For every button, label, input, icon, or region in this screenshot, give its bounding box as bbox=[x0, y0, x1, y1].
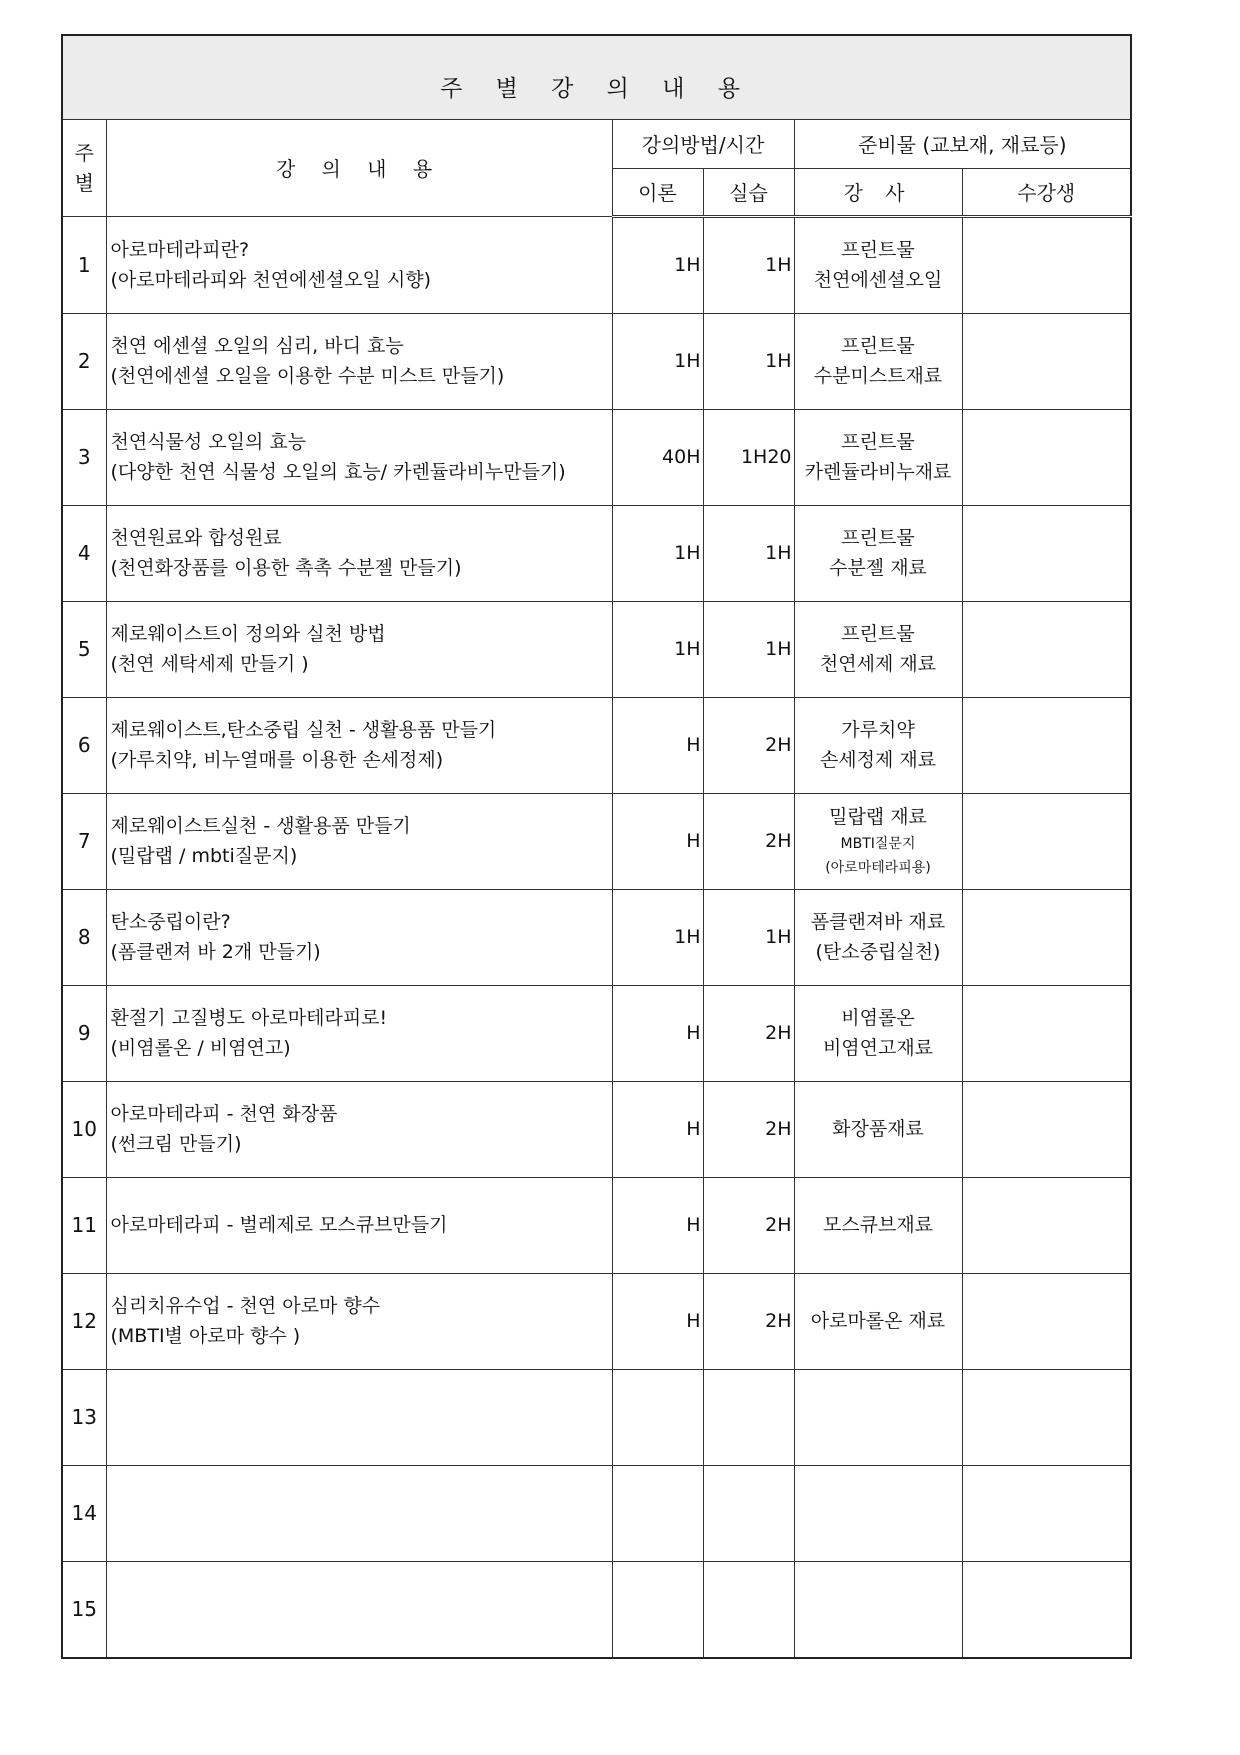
student-materials bbox=[962, 1561, 1131, 1658]
theory-hours bbox=[612, 1561, 703, 1658]
lecture-topic: 천연식물성 오일의 효능 bbox=[110, 431, 307, 453]
instructor-material-2: MBTI질문지 bbox=[840, 836, 916, 852]
student-materials bbox=[962, 793, 1131, 889]
practice-hours: 2H bbox=[703, 985, 794, 1081]
table-row bbox=[62, 313, 1131, 409]
header-week-line1: 주 bbox=[74, 140, 94, 165]
instructor-material-1: 비염롤온 bbox=[841, 1007, 915, 1029]
week-number: 14 bbox=[62, 1465, 106, 1561]
student-materials bbox=[962, 409, 1131, 505]
week-number: 9 bbox=[62, 985, 106, 1081]
instructor-material-1: 가루치약 bbox=[841, 719, 915, 741]
lecture-activity: (비염롤온 / 비염연고) bbox=[110, 1037, 291, 1059]
lecture-content bbox=[106, 313, 612, 409]
instructor-material-1: 프린트물 bbox=[841, 431, 915, 453]
practice-hours: 1H bbox=[703, 313, 794, 409]
lecture-activity: (천연 세탁세제 만들기 ) bbox=[110, 653, 309, 675]
lecture-topic: 천연원료와 합성원료 bbox=[110, 527, 282, 549]
instructor-material-1: 밀랍랩 재료 bbox=[829, 806, 927, 828]
instructor-material-2: 카렌듈라비누재료 bbox=[804, 461, 952, 483]
table-row bbox=[62, 1465, 1131, 1561]
week-number: 13 bbox=[62, 1369, 106, 1465]
student-materials bbox=[962, 601, 1131, 697]
theory-hours: H bbox=[612, 1273, 703, 1369]
instructor-materials bbox=[794, 1369, 962, 1465]
week-number: 8 bbox=[62, 889, 106, 985]
lecture-content bbox=[106, 216, 612, 313]
week-number: 1 bbox=[62, 216, 106, 313]
weekly-syllabus-table bbox=[61, 34, 1132, 1659]
title-row bbox=[62, 35, 1131, 119]
instructor-material-1: 프린트물 bbox=[841, 239, 915, 261]
table-row bbox=[62, 1177, 1131, 1273]
header-instructor: 강 사 bbox=[794, 168, 962, 216]
table-row bbox=[62, 1273, 1131, 1369]
table-row bbox=[62, 1369, 1131, 1465]
table-row bbox=[62, 889, 1131, 985]
instructor-material-1: 화장품재료 bbox=[832, 1118, 924, 1140]
lecture-content bbox=[106, 1081, 612, 1177]
instructor-materials bbox=[794, 601, 962, 697]
theory-hours: 1H bbox=[612, 889, 703, 985]
lecture-content bbox=[106, 1369, 612, 1465]
week-number: 6 bbox=[62, 697, 106, 793]
lecture-topic: 아로마테라피 - 벌레제로 모스큐브만들기 bbox=[110, 1214, 448, 1236]
instructor-materials bbox=[794, 985, 962, 1081]
practice-hours: 2H bbox=[703, 793, 794, 889]
student-materials bbox=[962, 697, 1131, 793]
table-row bbox=[62, 216, 1131, 313]
lecture-activity: (썬크림 만들기) bbox=[110, 1133, 242, 1155]
student-materials bbox=[962, 505, 1131, 601]
instructor-materials bbox=[794, 216, 962, 313]
practice-hours bbox=[703, 1369, 794, 1465]
table-row bbox=[62, 505, 1131, 601]
instructor-materials bbox=[794, 1177, 962, 1273]
lecture-topic: 제로웨이스트실천 - 생활용품 만들기 bbox=[110, 815, 411, 837]
table-row bbox=[62, 985, 1131, 1081]
theory-hours: 40H bbox=[612, 409, 703, 505]
lecture-content bbox=[106, 505, 612, 601]
instructor-materials bbox=[794, 1561, 962, 1658]
weekly-syllabus-sheet bbox=[61, 34, 1130, 1659]
table-title: 주 별 강 의 내 용 bbox=[62, 35, 1131, 119]
practice-hours: 2H bbox=[703, 1273, 794, 1369]
table-row bbox=[62, 793, 1131, 889]
lecture-content bbox=[106, 1273, 612, 1369]
week-number: 4 bbox=[62, 505, 106, 601]
lecture-activity: (폼클랜져 바 2개 만들기) bbox=[110, 941, 321, 963]
instructor-materials bbox=[794, 409, 962, 505]
instructor-materials bbox=[794, 889, 962, 985]
instructor-material-2: 수분미스트재료 bbox=[813, 365, 943, 387]
lecture-topic: 제로웨이스트이 정의와 실천 방법 bbox=[110, 623, 386, 645]
instructor-materials bbox=[794, 1273, 962, 1369]
practice-hours: 1H bbox=[703, 505, 794, 601]
header-materials: 준비물 (교보재, 재료등) bbox=[794, 119, 1131, 168]
lecture-topic: 아로마테라피란? bbox=[110, 238, 250, 261]
instructor-materials bbox=[794, 697, 962, 793]
week-number: 11 bbox=[62, 1177, 106, 1273]
lecture-activity: (다양한 천연 식물성 오일의 효능/ 카렌듈라비누만들기) bbox=[110, 461, 566, 483]
week-number: 5 bbox=[62, 601, 106, 697]
theory-hours bbox=[612, 1369, 703, 1465]
instructor-materials bbox=[794, 1081, 962, 1177]
lecture-content bbox=[106, 985, 612, 1081]
theory-hours: H bbox=[612, 697, 703, 793]
student-materials bbox=[962, 1081, 1131, 1177]
practice-hours bbox=[703, 1561, 794, 1658]
instructor-material-2: 천연세제 재료 bbox=[819, 653, 937, 675]
lecture-content bbox=[106, 409, 612, 505]
lecture-content bbox=[106, 889, 612, 985]
header-practice: 실습 bbox=[703, 168, 794, 216]
theory-hours: 1H bbox=[612, 505, 703, 601]
theory-hours: H bbox=[612, 985, 703, 1081]
lecture-content bbox=[106, 697, 612, 793]
instructor-materials bbox=[794, 1465, 962, 1561]
practice-hours: 1H bbox=[703, 601, 794, 697]
table-row bbox=[62, 601, 1131, 697]
header-week-line2: 별 bbox=[74, 170, 94, 195]
table-row bbox=[62, 409, 1131, 505]
practice-hours: 2H bbox=[703, 697, 794, 793]
week-number: 15 bbox=[62, 1561, 106, 1658]
student-materials bbox=[962, 1273, 1131, 1369]
instructor-material-1: 아로마롤온 재료 bbox=[810, 1310, 946, 1332]
header-content: 강 의 내 용 bbox=[106, 119, 612, 216]
lecture-topic: 환절기 고질병도 아로마테라피로! bbox=[110, 1007, 388, 1029]
lecture-activity: (MBTI별 아로마 향수 ) bbox=[110, 1325, 301, 1347]
practice-hours: 1H bbox=[703, 216, 794, 313]
theory-hours: H bbox=[612, 1081, 703, 1177]
lecture-content bbox=[106, 601, 612, 697]
lecture-activity: (천연에센셜 오일을 이용한 수분 미스트 만들기) bbox=[110, 365, 505, 387]
practice-hours bbox=[703, 1465, 794, 1561]
student-materials bbox=[962, 1465, 1131, 1561]
theory-hours bbox=[612, 1465, 703, 1561]
theory-hours: H bbox=[612, 1177, 703, 1273]
lecture-topic: 천연 에센셜 오일의 심리, 바디 효능 bbox=[110, 335, 404, 357]
week-number: 7 bbox=[62, 793, 106, 889]
instructor-material-1: 프린트물 bbox=[841, 527, 915, 549]
instructor-material-2: 손세정제 재료 bbox=[819, 749, 937, 771]
lecture-activity: (천연화장품를 이용한 촉촉 수분젤 만들기) bbox=[110, 557, 462, 579]
theory-hours: 1H bbox=[612, 601, 703, 697]
lecture-topic: 심리치유수업 - 천연 아로마 향수 bbox=[110, 1295, 381, 1317]
lecture-content bbox=[106, 793, 612, 889]
lecture-activity: (밀랍랩 / mbti질문지) bbox=[110, 845, 298, 867]
lecture-activity: (아로마테라피와 천연에센셜오일 시향) bbox=[110, 268, 432, 291]
instructor-materials bbox=[794, 505, 962, 601]
lecture-topic: 아로마테라피 - 천연 화장품 bbox=[110, 1103, 338, 1125]
practice-hours: 2H bbox=[703, 1177, 794, 1273]
instructor-material-1: 프린트물 bbox=[841, 623, 915, 645]
student-materials bbox=[962, 985, 1131, 1081]
practice-hours: 1H bbox=[703, 889, 794, 985]
instructor-materials bbox=[794, 313, 962, 409]
week-number: 3 bbox=[62, 409, 106, 505]
lecture-content bbox=[106, 1465, 612, 1561]
practice-hours: 2H bbox=[703, 1081, 794, 1177]
header-method: 강의방법/시간 bbox=[612, 119, 794, 168]
theory-hours: H bbox=[612, 793, 703, 889]
week-number: 2 bbox=[62, 313, 106, 409]
instructor-material-2: 비염연고재료 bbox=[822, 1037, 934, 1059]
student-materials bbox=[962, 1177, 1131, 1273]
lecture-topic: 제로웨이스트,탄소중립 실천 - 생활용품 만들기 bbox=[110, 719, 497, 741]
practice-hours: 1H20 bbox=[703, 409, 794, 505]
student-materials bbox=[962, 216, 1131, 313]
table-row bbox=[62, 1561, 1131, 1658]
instructor-material-2: 수분젤 재료 bbox=[829, 557, 927, 579]
header-row-1 bbox=[62, 119, 1131, 168]
student-materials bbox=[962, 1369, 1131, 1465]
lecture-content bbox=[106, 1561, 612, 1658]
theory-hours: 1H bbox=[612, 313, 703, 409]
instructor-material-1: 모스큐브재료 bbox=[822, 1214, 934, 1236]
header-theory: 이론 bbox=[612, 168, 703, 216]
student-materials bbox=[962, 313, 1131, 409]
instructor-material-2: (탄소중립실천) bbox=[815, 941, 941, 963]
instructor-materials bbox=[794, 793, 962, 889]
instructor-material-1: 폼클랜져바 재료 bbox=[810, 911, 946, 933]
instructor-material-1: 프린트물 bbox=[841, 335, 915, 357]
instructor-material-3: (아로마테라피용) bbox=[825, 860, 931, 876]
week-number: 12 bbox=[62, 1273, 106, 1369]
table-row bbox=[62, 697, 1131, 793]
table-row bbox=[62, 1081, 1131, 1177]
instructor-material-2: 천연에센셜오일 bbox=[813, 269, 943, 291]
header-week bbox=[62, 119, 106, 216]
week-number: 10 bbox=[62, 1081, 106, 1177]
theory-hours: 1H bbox=[612, 216, 703, 313]
student-materials bbox=[962, 889, 1131, 985]
lecture-activity: (가루치약, 비누열매를 이용한 손세정제) bbox=[110, 749, 444, 771]
lecture-topic: 탄소중립이란? bbox=[110, 911, 231, 933]
header-student: 수강생 bbox=[962, 168, 1131, 216]
lecture-content bbox=[106, 1177, 612, 1273]
